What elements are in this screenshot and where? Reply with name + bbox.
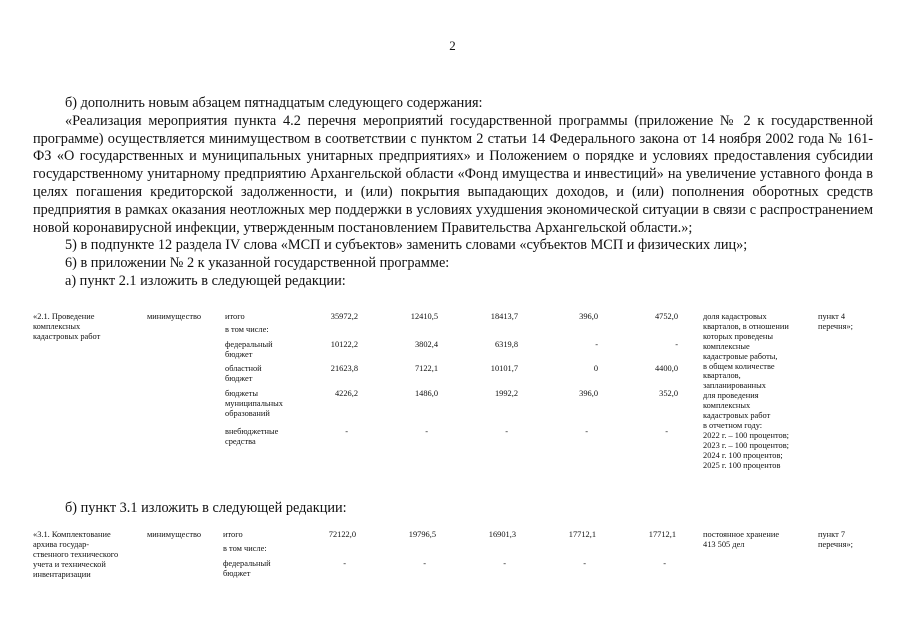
table-cell-executor: минимущество — [147, 312, 202, 321]
table-cell-value: - — [343, 559, 346, 568]
body-text — [33, 95, 873, 291]
page-number: 2 — [449, 38, 456, 53]
table-cell-value: - — [675, 340, 678, 349]
table-cell-value: 16901,3 — [488, 530, 516, 539]
table-cell-value: - — [665, 427, 668, 436]
table-cell-value: - — [503, 559, 506, 568]
table-cell-value: 6319,8 — [494, 340, 518, 349]
table-cell-value: 10122,2 — [330, 340, 358, 349]
table-cell-indicator: доля кадастровых кварталов, в отношении которых проведены комплексные кадастровые работы, в общем количестве кварталов, запланированных для проведения комплексных кадастровых работ в отчетном году: 2022 г. – 100 процентов; 2023 г. – 100 процентов; 2024 г. 100 процентов; 2025 г. 100 процентов — [703, 312, 790, 470]
table-cell-source: федеральный бюджет — [223, 559, 271, 578]
table-cell-value: 3802,4 — [414, 340, 438, 349]
table-cell-value: 1486,0 — [414, 389, 438, 398]
table-cell-value: 4400,0 — [654, 364, 678, 373]
table-cell-source: итого — [223, 530, 243, 539]
table-cell-source: областной бюджет — [225, 364, 262, 383]
paragraph-a: а) пункт 2.1 изложить в следующей редакции: — [65, 272, 346, 289]
table-cell-value: - — [505, 427, 508, 436]
table-cell-value: 17712,1 — [648, 530, 676, 539]
table-cell-value: - — [423, 559, 426, 568]
table-cell-value: 19796,5 — [408, 530, 436, 539]
table-cell-value: 396,0 — [579, 312, 598, 321]
table-cell-value: 1992,2 — [494, 389, 518, 398]
table-cell-value: - — [663, 559, 666, 568]
table-cell-value: 352,0 — [659, 389, 678, 398]
paragraph-quote: «Реализация мероприятия пункта 4.2 перечня мероприятий государственной программы (приложение № 2 к государственной программе) осуществляется минимуществом в соответствии с пунктом 2 статьи 14 Федерального закона от 14 ноября 2002 года № 161-ФЗ «О государственных и муниципальных унитарных предприятиях» и Положением о порядке и условиях предоставления субсидии государственному унитарному предприятию Архангельской области «Фонд имущества и инвестиций» на увеличение уставного фонда в целях погашения кредиторской задолженности, и (или) покрытия выпадающих доходов, и (или) пополнения оборотных средств предприятия в рамках оказания неотложных мер поддержки в условиях ухудшения экономической ситуации в связи с распространением новой коронавирусной инфекции, утвержденным постановлением Правительства Архангельской области.»; — [33, 112, 873, 236]
table-item-3-1 — [33, 530, 873, 590]
table-cell-value: 17712,1 — [568, 530, 596, 539]
table-cell-ref: пункт 4 перечня»; — [818, 312, 853, 331]
caption-item-3-1: б) пункт 3.1 изложить в следующей редакции: — [65, 500, 347, 516]
table-cell-value: - — [595, 340, 598, 349]
table-cell-value: - — [585, 427, 588, 436]
table-cell-source: в том числе: — [225, 325, 269, 334]
table-cell-executor: минимущество — [147, 530, 202, 539]
table-cell-value: 4226,2 — [334, 389, 358, 398]
table-cell-value: 7122,1 — [414, 364, 438, 373]
table-cell-value: 4752,0 — [654, 312, 678, 321]
table-cell-value: 12410,5 — [410, 312, 438, 321]
table-cell-value: 0 — [593, 364, 598, 373]
table-item-2-1 — [33, 312, 873, 492]
table-cell-value: 35972,2 — [330, 312, 358, 321]
table-cell-value: 396,0 — [579, 389, 598, 398]
table-cell-name: «2.1. Проведение комплексных кадастровых работ — [33, 312, 101, 341]
table-cell-name: «3.1. Комплектование архива государ- ственного технического учета и технической инвентаризации — [33, 530, 119, 579]
paragraph-b-add: б) дополнить новым абзацем пятнадцатым следующего содержания: — [65, 95, 483, 111]
table-cell-value: - — [583, 559, 586, 568]
table-cell-value: - — [425, 427, 428, 436]
table-cell-indicator: постоянное хранение 413 505 дел — [703, 530, 780, 549]
table-cell-source: федеральный бюджет — [225, 340, 273, 359]
table-cell-value: 18413,7 — [490, 312, 518, 321]
table-cell-source: бюджеты муниципальных образований — [225, 389, 283, 418]
table-cell-source: в том числе: — [223, 544, 267, 553]
paragraph-6: 6) в приложении № 2 к указанной государственной программе: — [65, 255, 450, 272]
table-cell-value: - — [345, 427, 348, 436]
paragraph-5: 5) в подпункте 12 раздела IV слова «МСП и субъектов» заменить словами «субъектов МСП и физических лиц»; — [65, 237, 748, 254]
table-cell-source: внебюджетные средства — [225, 427, 279, 446]
table-cell-value: 72122,0 — [328, 530, 356, 539]
table-cell-value: 21623,8 — [330, 364, 358, 373]
table-cell-source: итого — [225, 312, 245, 321]
table-cell-value: 10101,7 — [490, 364, 518, 373]
table-cell-ref: пункт 7 перечня»; — [818, 530, 853, 549]
